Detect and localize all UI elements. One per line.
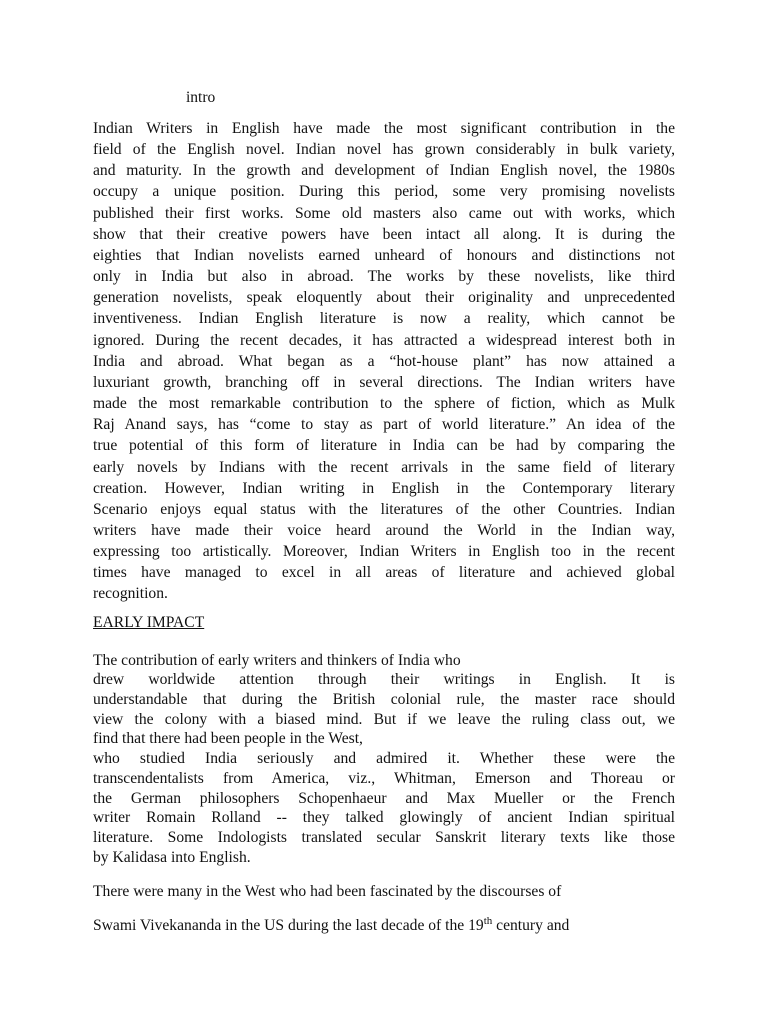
document-page: [93, 88, 675, 937]
paragraph-line: eighties that Indian novelists earned unheard of honours and distinctions not: [93, 246, 675, 264]
paragraph-line: early novels by Indians with the recent arrivals in the same field of literary: [93, 458, 675, 476]
paragraph-line: by Kalidasa into English.: [93, 848, 251, 866]
paragraph-line: and maturity. In the growth and development of Indian English novel, the 1980s: [93, 162, 675, 180]
paragraph-line: luxuriant growth, branching off in several directions. The Indian writers have: [93, 373, 675, 391]
early-impact-paragraph: [93, 651, 675, 868]
intro-label: intro: [186, 89, 216, 106]
section-heading-early-impact: EARLY IMPACT: [93, 613, 205, 631]
paragraph-line: Raj Anand says, has “come to stay as part of world literature.” An idea of the: [93, 416, 675, 434]
paragraph-line: generation novelists, speak eloquently about their originality and unprecedented: [93, 289, 675, 307]
paragraph-line: transcendentalists from America, viz., Whitman, Emerson and Thoreau or: [93, 769, 675, 787]
paragraph-line-with-superscript: [93, 916, 675, 937]
paragraph-line: occupy a unique position. During this period, some very promising novelists: [93, 183, 675, 201]
paragraph-line: ignored. During the recent decades, it has attracted a widespread interest both in: [93, 331, 675, 349]
paragraph-line: creation. However, Indian writing in English in the Contemporary literary: [93, 479, 675, 497]
vivekananda-paragraph: [93, 882, 675, 937]
paragraph-line: writers have made their voice heard around the World in the Indian way,: [93, 521, 675, 539]
paragraph-line: There were many in the West who had been fascinated by the discourses of: [93, 883, 562, 901]
paragraph-line: times have managed to excel in all areas of literature and achieved global: [93, 564, 675, 582]
paragraph-line: Indian Writers in English have made the most significant contribution in the: [93, 120, 675, 137]
text-run: Swami Vivekananda in the US during the last decade of the 19: [93, 917, 484, 935]
paragraph-line: expressing too artistically. Moreover, Indian Writers in English too in the recent: [93, 543, 675, 561]
paragraph-line: made the most remarkable contribution to the sphere of fiction, which as Mulk: [93, 395, 675, 413]
paragraph-line: who studied India seriously and admired it. Whether these were the: [93, 750, 675, 768]
text-run: century and: [492, 917, 570, 935]
paragraph-line: The contribution of early writers and thinkers of India who: [93, 651, 461, 669]
paragraph-line: India and abroad. What began as a “hot-house plant” has now attained a: [93, 352, 675, 370]
paragraph-line: find that there had been people in the West,: [93, 730, 363, 748]
paragraph-line: view the colony with a biased mind. But if we leave the ruling class out, we: [93, 710, 675, 728]
paragraph-line: understandable that during the British colonial rule, the master race should: [93, 691, 675, 708]
paragraph-line: literature. Some Indologists translated secular Sanskrit literary texts like those: [93, 828, 675, 846]
intro-paragraph: [93, 118, 675, 605]
ordinal-superscript: th: [483, 915, 493, 928]
paragraph-line: recognition.: [93, 585, 168, 603]
paragraph-line: the German philosophers Schopenhaeur and Max Mueller or the French: [93, 789, 675, 807]
paragraph-line: show that their creative powers have been intact all along. It is during the: [93, 225, 675, 243]
paragraph-line: writer Romain Rolland -- they talked glowingly of ancient Indian spiritual: [93, 809, 675, 827]
paragraph-line: Scenario enjoys equal status with the literatures of the other Countries. Indian: [93, 500, 675, 518]
paragraph-line: only in India but also in abroad. The works by these novelists, like third: [93, 268, 675, 286]
paragraph-line: published their first works. Some old masters also came out with works, which: [93, 204, 675, 222]
paragraph-line: inventiveness. Indian English literature is now a reality, which cannot be: [93, 310, 675, 328]
paragraph-line: drew worldwide attention through their writings in English. It is: [93, 671, 675, 689]
paragraph-line: field of the English novel. Indian novel has grown considerably in bulk variety,: [93, 141, 675, 159]
paragraph-line: true potential of this form of literature in India can be had by comparing the: [93, 437, 675, 455]
